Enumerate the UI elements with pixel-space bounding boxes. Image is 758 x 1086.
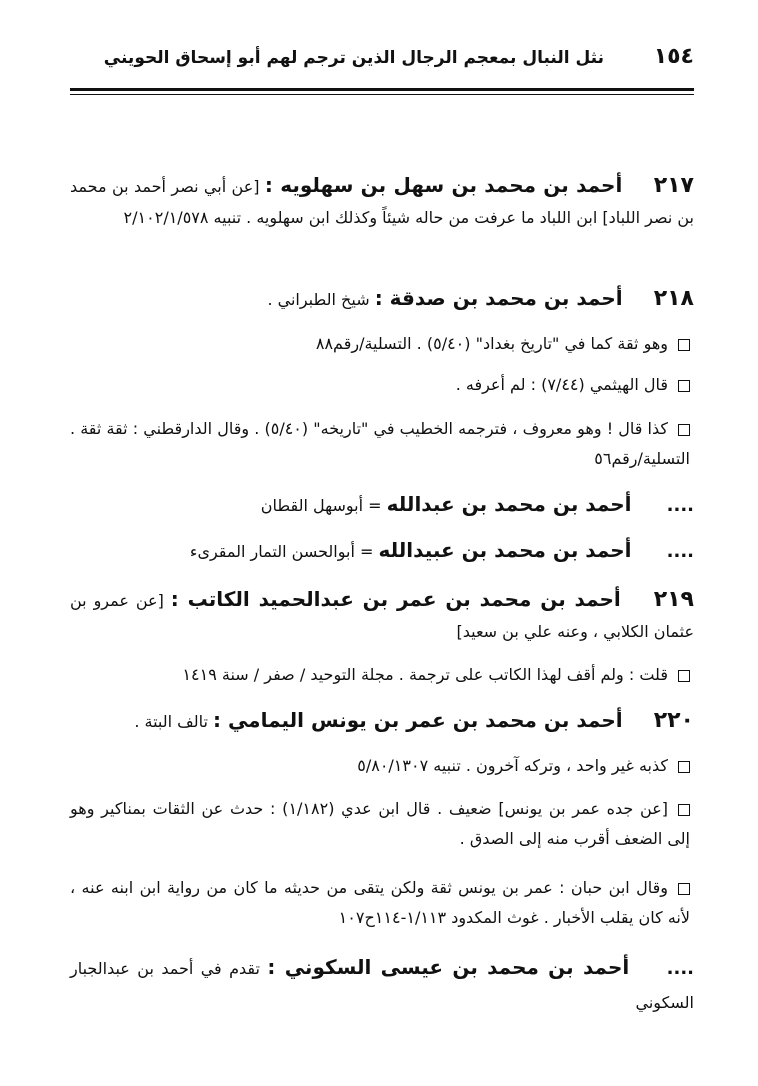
entry-text: = أبوالحسن التمار المقرىء	[189, 542, 374, 561]
entry-name: أحمد بن محمد بن سهل بن سهلويه :	[264, 173, 623, 197]
xref-dots: ....	[666, 541, 694, 562]
note-item	[70, 370, 690, 400]
entry-text: تقدم في أحمد بن عبدالجبار السكوني	[70, 959, 694, 1012]
note-text: وهو ثقة كما في "تاريخ بغداد" (٥/٤٠) . التسلية/رقم٨٨	[315, 334, 668, 353]
entry-name: أحمد بن محمد بن عمر بن عبدالحميد الكاتب :	[170, 587, 621, 611]
checkbox-bullet-icon	[678, 883, 690, 895]
checkbox-bullet-icon	[678, 804, 690, 816]
entry-name: أحمد بن محمد بن عبدالله	[386, 492, 632, 516]
note-item	[70, 873, 690, 933]
entry-number: ٢١٧	[653, 173, 694, 198]
entry-name: أحمد بن محمد بن عبيدالله	[378, 538, 632, 562]
xref-dots: ....	[666, 495, 694, 516]
note-text: وقال ابن حبان : عمر بن يونس ثقة ولكن يتقى من حديثه ما كان من رواية ابن ابنه عنه ، لأنه كان يقلب الأخبار . غوث المكدود ١/١١٣-١١٤ح١٠٧	[70, 878, 690, 927]
entry-text: [عن عمرو بن عثمان الكلابي ، وعنه علي بن سعيد]	[70, 591, 694, 641]
entry-220	[70, 706, 694, 736]
page-number: ١٥٤	[653, 44, 694, 69]
note-item	[70, 329, 690, 359]
xref-dots: ....	[666, 958, 694, 979]
note-text: كذبه غير واحد ، وتركه آخرون . تنبيه ٥/٨٠/١٣٠٧	[357, 756, 668, 775]
entry-number: ٢١٨	[653, 286, 694, 311]
note-text: [عن جده عمر بن يونس] ضعيف . قال ابن عدي (١/١٨٢) : حدث عن الثقات بمناكير وهو إلى الضعف أقرب منه إلى الصدق .	[70, 799, 690, 848]
note-item	[70, 414, 690, 474]
note-text: قال الهيثمي (٧/٤٤) : لم أعرفه .	[455, 375, 668, 394]
note-item	[70, 660, 690, 690]
entry-text: [عن أبي نصر أحمد بن محمد بن نصر اللباد] ابن اللباد ما عرفت من حاله شيئاً وكذلك ابن سهلويه . تنبيه ٢/١٠٢/١/٥٧٨	[70, 177, 694, 227]
page-header	[70, 40, 694, 80]
xref-abdallah	[70, 490, 694, 520]
checkbox-bullet-icon	[678, 424, 690, 436]
entry-name: أحمد بن محمد بن عيسى السكوني :	[267, 955, 630, 979]
running-title: نثل النبال بمعجم الرجال الذين ترجم لهم أبو إسحاق الحويني	[103, 48, 604, 68]
checkbox-bullet-icon	[678, 380, 690, 392]
note-item	[70, 794, 690, 854]
xref-ubaydallah	[70, 536, 694, 566]
header-rule-thin	[70, 94, 694, 95]
entry-text: = أبوسهل القطان	[260, 496, 382, 515]
entry-number: ٢٢٠	[653, 708, 694, 733]
entry-218	[70, 284, 694, 314]
xref-sakuni	[70, 950, 694, 1020]
checkbox-bullet-icon	[678, 670, 690, 682]
entry-217	[70, 170, 694, 233]
note-item	[70, 751, 690, 781]
entry-number: ٢١٩	[653, 587, 694, 612]
note-text: كذا قال ! وهو معروف ، فترجمه الخطيب في "تاريخه" (٥/٤٠) . وقال الدارقطني : ثقة ثقة . التسلية/رقم٥٦	[70, 419, 690, 468]
entry-219	[70, 584, 694, 647]
note-text: قلت : ولم أقف لهذا الكاتب على ترجمة . مجلة التوحيد / صفر / سنة ١٤١٩	[182, 665, 668, 684]
checkbox-bullet-icon	[678, 761, 690, 773]
entry-name: أحمد بن محمد بن عمر بن يونس اليمامي :	[212, 708, 623, 732]
header-rule-thick	[70, 88, 694, 91]
entry-text: شيخ الطبراني .	[267, 290, 370, 309]
entry-text: تالف البتة .	[134, 712, 208, 731]
checkbox-bullet-icon	[678, 339, 690, 351]
entry-name: أحمد بن محمد بن صدقة :	[374, 286, 623, 310]
